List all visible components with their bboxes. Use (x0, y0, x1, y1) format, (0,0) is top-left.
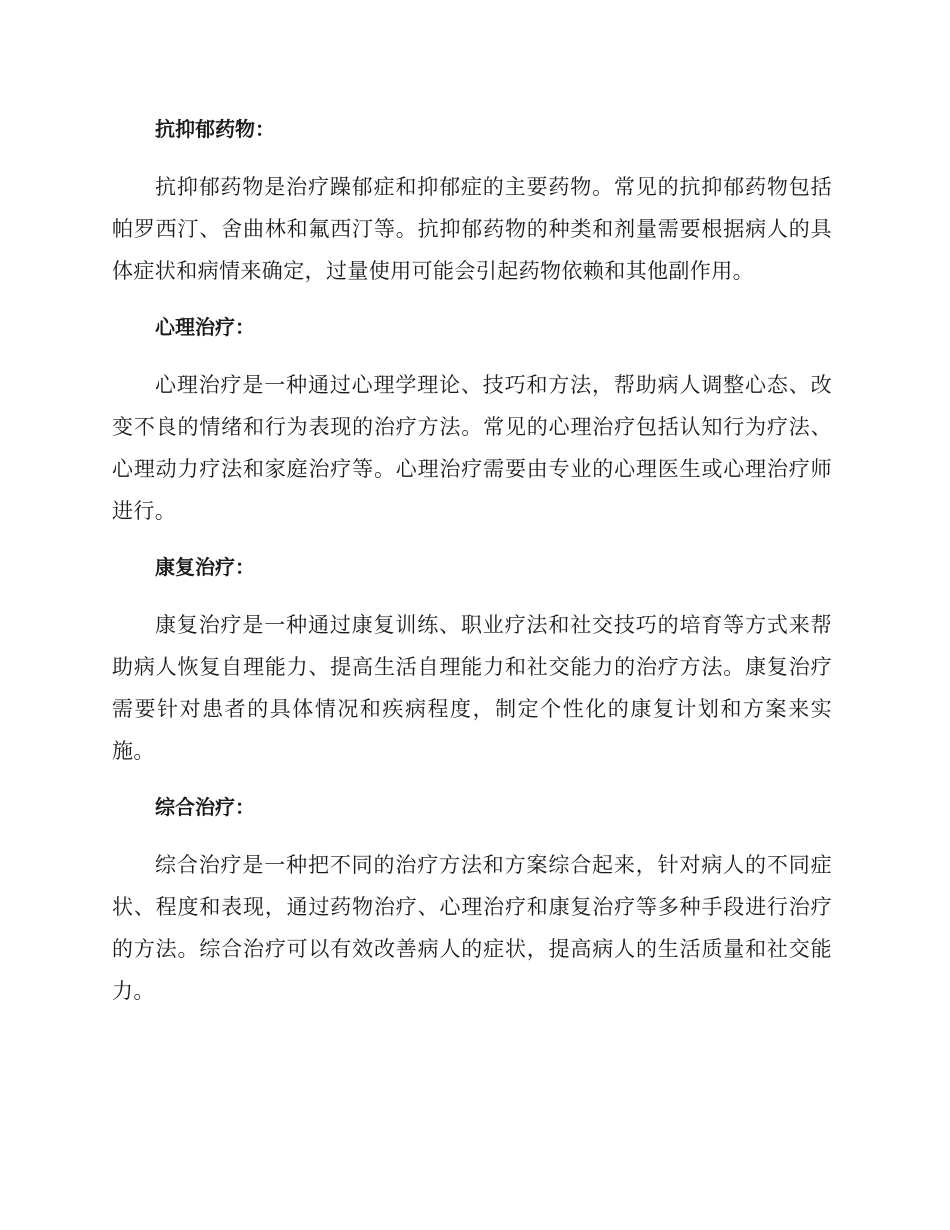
document-page (112, 100, 832, 1012)
section-paragraph: 心理治疗是一种通过心理学理论、技巧和方法，帮助病人调整心态、改变不良的情绪和行为表现的治疗方法。常见的心理治疗包括认知行为疗法、心理动力疗法和家庭治疗等。心理治疗需要由专业的心理医生或心理治疗师进行。 (112, 373, 832, 523)
section-psychotherapy (112, 312, 832, 552)
section-paragraph: 康复治疗是一种通过康复训练、职业疗法和社交技巧的培育等方式来帮助病人恢复自理能力、提高生活自理能力和社交能力的治疗方法。康复治疗需要针对患者的具体情况和疾病程度，制定个性化的康复计划和方案来实施。 (112, 613, 832, 763)
section-paragraph: 抗抑郁药物是治疗躁郁症和抑郁症的主要药物。常见的抗抑郁药物包括帕罗西汀、舍曲林和氟西汀等。抗抑郁药物的种类和剂量需要根据病人的具体症状和病情来确定，过量使用可能会引起药物依赖和其他副作用。 (112, 175, 832, 283)
section-comprehensive (112, 792, 832, 1012)
section-heading: 康复治疗： (155, 555, 255, 579)
section-heading: 心理治疗： (155, 315, 255, 339)
section-paragraph: 综合治疗是一种把不同的治疗方法和方案综合起来，针对病人的不同症状、程度和表现，通过药物治疗、心理治疗和康复治疗等多种手段进行治疗的方法。综合治疗可以有效改善病人的症状，提高病人的生活质量和社交能力。 (112, 853, 832, 1003)
section-rehabilitation (112, 552, 832, 792)
section-heading: 综合治疗： (155, 795, 255, 819)
section-heading: 抗抑郁药物： (155, 117, 275, 141)
section-antidepressants (112, 114, 832, 312)
